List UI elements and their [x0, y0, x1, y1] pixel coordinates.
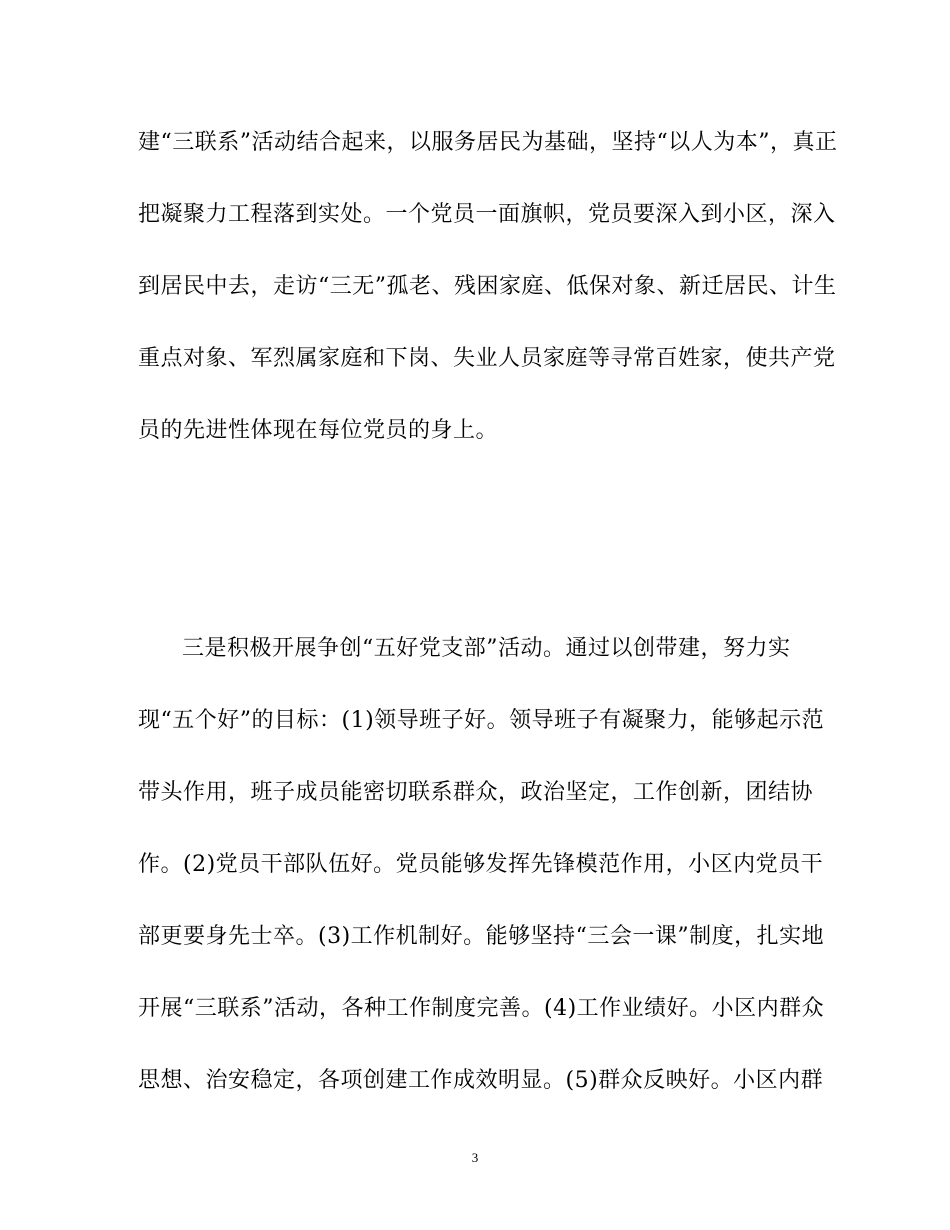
paragraph-line: 建“三联系”活动结合起来，以服务居民为基础，坚持“以人为本”，真正	[138, 130, 838, 155]
page-number: 3	[471, 1150, 479, 1165]
paragraph-line: 开展“三联系”活动，各种工作制度完善。(4)工作业绩好。小区内群众	[138, 996, 825, 1021]
paragraph-line: 思想、治安稳定，各项创建工作成效明显。(5)群众反映好。小区内群	[138, 1068, 824, 1093]
paragraph-line: 员的先进性体现在每位党员的身上。	[138, 418, 499, 443]
paragraph-line: 把凝聚力工程落到实处。一个党员一面旗帜，党员要深入到小区，深入	[138, 202, 836, 227]
paragraph-line: 带头作用，班子成员能密切联系群众，政治坚定，工作创新，团结协	[138, 780, 814, 805]
paragraph-line: 现“五个好”的目标：(1)领导班子好。领导班子有凝聚力，能够起示范	[138, 708, 825, 733]
paragraph-line: 三是积极开展争创“五好党支部”活动。通过以创带建，努力实	[182, 636, 791, 661]
paragraph-line: 到居民中去，走访“三无”孤老、残困家庭、低保对象、新迁居民、计生	[138, 274, 837, 299]
paragraph-line: 重点对象、军烈属家庭和下岗、失业人员家庭等寻常百姓家，使共产党	[138, 346, 836, 371]
paragraph-line: 部更要身先士卒。(3)工作机制好。能够坚持“三会一课”制度，扎实地	[138, 924, 825, 949]
paragraph-line: 作。(2)党员干部队伍好。党员能够发挥先锋模范作用，小区内党员干	[138, 852, 824, 877]
